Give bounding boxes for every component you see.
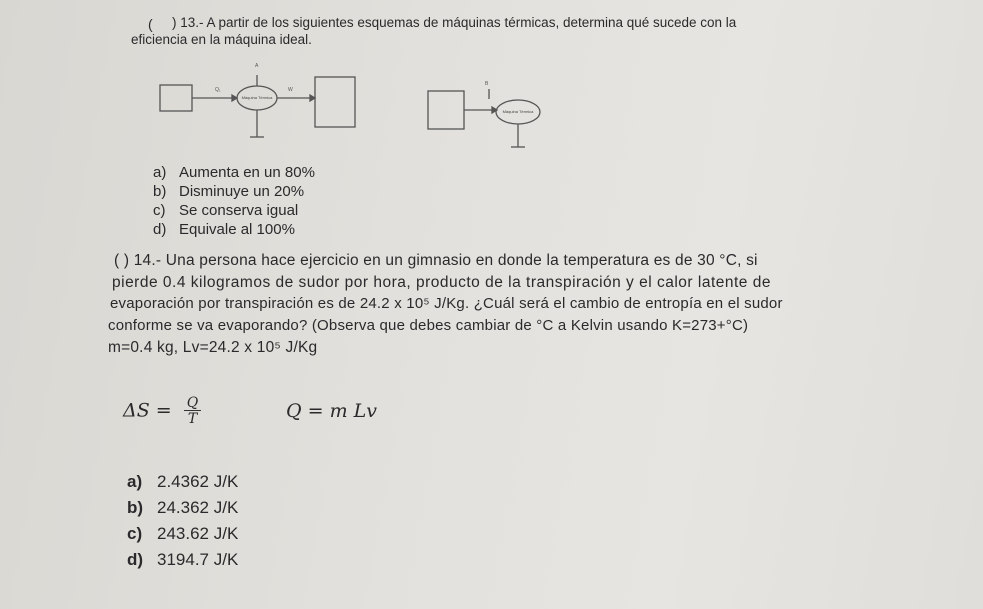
- heat-formula: Q = m Lv: [286, 400, 377, 422]
- q13-option-c-text: Se conserva igual: [179, 202, 299, 219]
- q13-option-c[interactable]: [153, 202, 298, 219]
- q14-option-b[interactable]: [127, 498, 238, 518]
- q13-option-d[interactable]: [153, 221, 295, 238]
- q14-option-d[interactable]: [127, 550, 238, 570]
- q14-option-d-letter: d): [127, 550, 144, 569]
- q13-option-a[interactable]: [153, 164, 315, 181]
- q13-question-line2: eficiencia en la máquina ideal.: [131, 32, 312, 47]
- engine-label-right: Máquina Térmica: [502, 109, 534, 114]
- q14-option-b-letter: b): [127, 498, 144, 517]
- engine-label-left: Máquina Térmica: [241, 95, 273, 100]
- reservoir-box-right: [428, 91, 464, 129]
- q14-question-line3: evaporación por transpiración es de 24.2 x 10⁵ J/Kg. ¿Cuál será el cambio de entropía en el sudor: [110, 295, 783, 312]
- fraction-numerator: Q: [184, 396, 201, 411]
- entropy-formula-lhs: ΔS =: [123, 399, 172, 422]
- q14-question-line1: ( ) 14.- Una persona hace ejercicio en un gimnasio en donde la temperatura es de 30 °C, si: [114, 252, 758, 269]
- q14-question-line4: conforme se va evaporando? (Observa que debes cambiar de °C a Kelvin usando K=273+°C): [108, 317, 749, 334]
- q13-question-line1: ) 13.- A partir de los siguientes esquemas de máquinas térmicas, determina qué sucede con la: [172, 15, 737, 30]
- svg-text:Q₁: Q₁: [215, 87, 221, 93]
- q14-option-c-letter: c): [127, 524, 143, 543]
- q13-option-d-letter: d): [153, 221, 167, 238]
- entropy-formula: [123, 396, 201, 427]
- q13-option-b-letter: b): [153, 183, 167, 200]
- svg-text:B: B: [485, 81, 489, 87]
- heat-engine-diagram-left: [160, 75, 355, 137]
- q13-option-d-text: Equivale al 100%: [179, 221, 295, 238]
- q14-option-a-letter: a): [127, 472, 143, 491]
- q13-option-b-text: Disminuye un 20%: [179, 183, 305, 200]
- heat-engine-diagrams: [140, 55, 580, 165]
- hot-reservoir-box: [160, 85, 192, 111]
- q14-option-c[interactable]: [127, 524, 238, 544]
- cold-reservoir-box: [315, 77, 355, 127]
- q13-option-a-text: Aumenta en un 80%: [179, 164, 315, 181]
- q14-option-c-text: 243.62 J/K: [157, 524, 239, 543]
- heat-engine-diagram-right: [428, 89, 540, 147]
- svg-text:A: A: [255, 63, 259, 69]
- q13-option-b[interactable]: [153, 183, 304, 200]
- q14-option-a-text: 2.4362 J/K: [157, 472, 239, 491]
- q13-option-a-letter: a): [153, 164, 167, 181]
- fraction-denominator: T: [187, 411, 198, 427]
- q14-given-values: m=0.4 kg, Lv=24.2 x 10⁵ J/Kg: [108, 339, 318, 356]
- q14-option-d-text: 3194.7 J/K: [157, 550, 239, 569]
- q13-paren: (: [148, 16, 153, 32]
- q13-option-c-letter: c): [153, 202, 166, 219]
- q14-option-b-text: 24.362 J/K: [157, 498, 239, 517]
- entropy-formula-fraction: [184, 396, 201, 427]
- q14-option-a[interactable]: [127, 472, 238, 492]
- svg-text:W: W: [288, 87, 293, 93]
- q14-question-line2: pierde 0.4 kilogramos de sudor por hora, producto de la transpiración y el calor latente de: [112, 274, 771, 291]
